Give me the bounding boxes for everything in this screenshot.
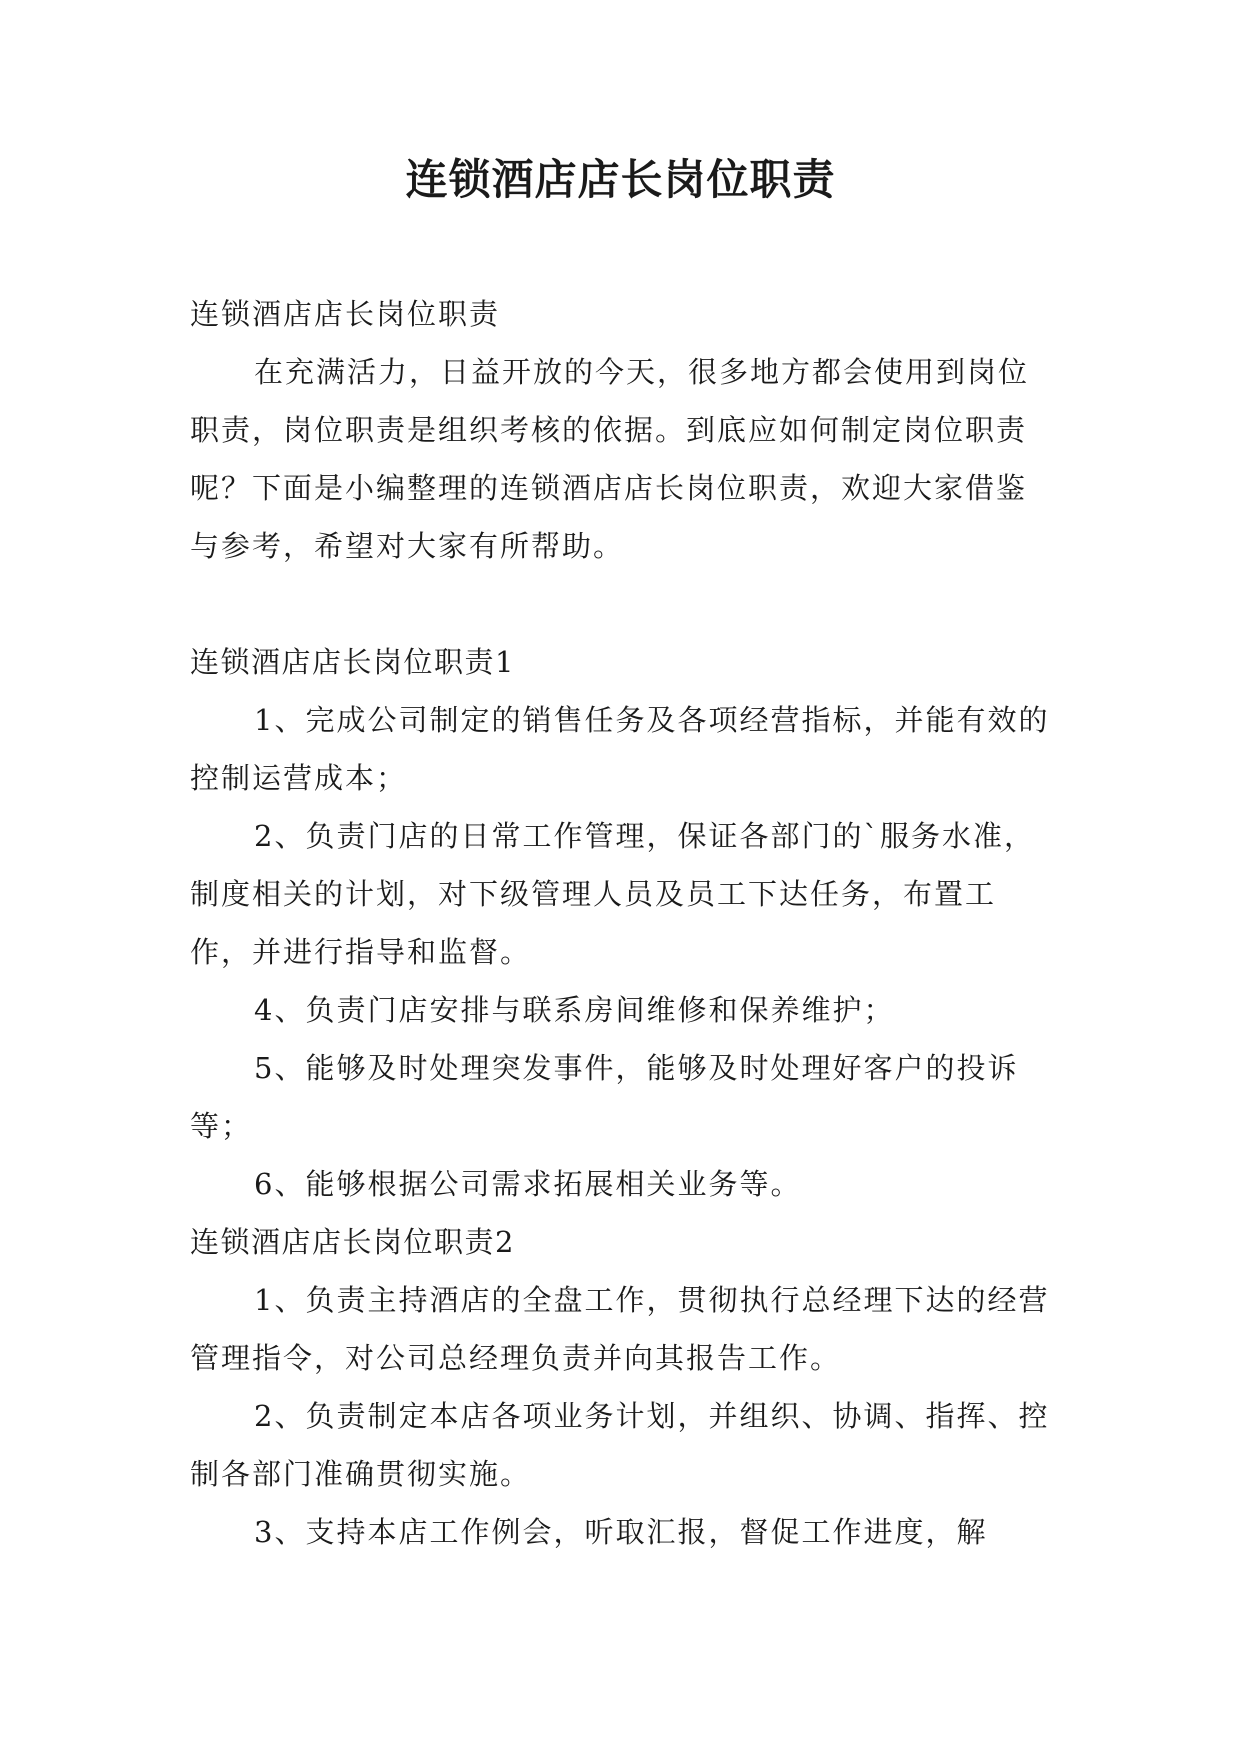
list-item: 2、负责制定本店各项业务计划，并组织、协调、指挥、控制各部门准确贯彻实施。 <box>190 1399 1050 1491</box>
intro-paragraph: 在充满活力，日益开放的今天，很多地方都会使用到岗位职责，岗位职责是组织考核的依据。到底应如何制定岗位职责呢？下面是小编整理的连锁酒店店长岗位职责，欢迎大家借鉴与参考，希望对大家有所帮助。 <box>190 355 1030 563</box>
section-heading: 连锁酒店店长岗位职责2 <box>190 1225 515 1259</box>
paragraph-spacer <box>190 575 1056 633</box>
list-item: 1、负责主持酒店的全盘工作，贯彻执行总经理下达的经营管理指令，对公司总经理负责并向其报告工作。 <box>190 1283 1050 1375</box>
list-item: 1、完成公司制定的销售任务及各项经营指标，并能有效的控制运营成本； <box>190 703 1050 795</box>
document-body <box>190 285 1056 1561</box>
list-item: 5、能够及时处理突发事件，能够及时处理好客户的投诉等； <box>190 1051 1019 1143</box>
list-item: 3、支持本店工作例会，听取汇报，督促工作进度，解 <box>254 1515 988 1549</box>
section-heading: 连锁酒店店长岗位职责1 <box>190 645 515 679</box>
document-subtitle: 连锁酒店店长岗位职责 <box>190 297 501 331</box>
document-title: 连锁酒店店长岗位职责 <box>405 155 836 204</box>
list-item: 4、负责门店安排与联系房间维修和保养维护； <box>254 993 895 1027</box>
list-item: 2、负责门店的日常工作管理，保证各部门的`服务水准，制度相关的计划，对下级管理人员及员工下达任务，布置工作，并进行指导和监督。 <box>190 819 1035 969</box>
list-item: 6、能够根据公司需求拓展相关业务等。 <box>254 1167 802 1201</box>
